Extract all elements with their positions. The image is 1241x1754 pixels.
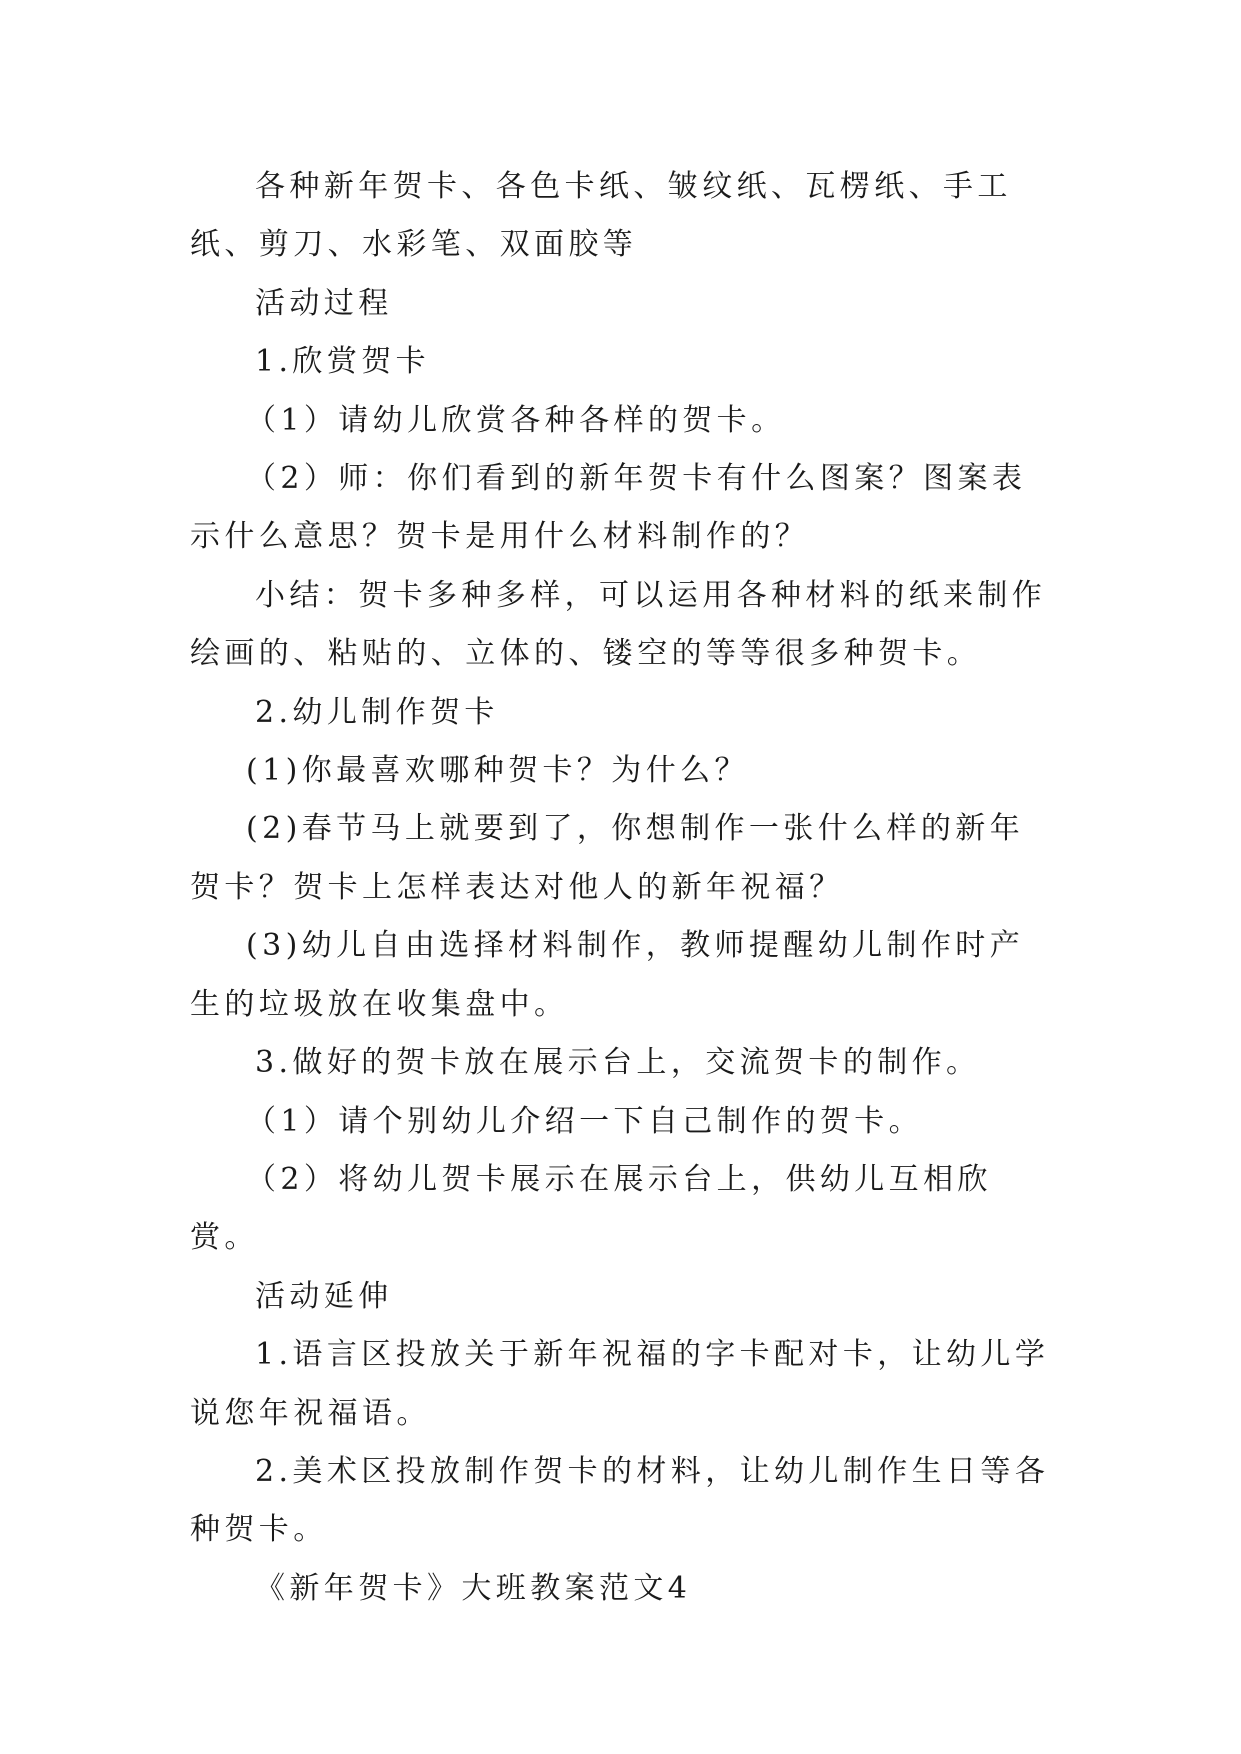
list-item: (1)你最喜欢哪种贺卡？为什么？ [246, 753, 749, 789]
step-heading-display-cards: 3.做好的贺卡放在展示台上，交流贺卡的制作。 [255, 1045, 981, 1081]
list-item: (2)春节马上就要到了，你想制作一张什么样的新年贺卡？贺卡上怎样表达对他人的新年祝福？ [190, 811, 1025, 905]
list-item: （2）师：你们看到的新年贺卡有什么图案？图案表示什么意思？贺卡是用什么材料制作的？ [190, 461, 1027, 555]
section-heading-activity-extension: 活动延伸 [255, 1278, 393, 1314]
list-item: （2）将幼儿贺卡展示在展示台上，供幼儿互相欣赏。 [190, 1161, 992, 1256]
next-lesson-title: 《新年贺卡》大班教案范文4 [255, 1570, 692, 1606]
list-item: （1）请幼儿欣赏各种各样的贺卡。 [246, 402, 786, 438]
section-heading-activity-process: 活动过程 [255, 285, 393, 321]
extension-item: 2.美术区投放制作贺卡的材料，让幼儿制作生日等各种贺卡。 [190, 1453, 1050, 1548]
step-heading-make-cards: 2.幼儿制作贺卡 [255, 694, 499, 730]
summary-paragraph: 小结：贺卡多种多样，可以运用各种材料的纸来制作绘画的、粘贴的、立体的、镂空的等等很多种贺卡。 [190, 577, 1047, 672]
extension-item: 1.语言区投放关于新年祝福的字卡配对卡，让幼儿学说您年祝福语。 [190, 1337, 1050, 1431]
document-body [190, 158, 1056, 1618]
step-heading-appreciate-cards: 1.欣赏贺卡 [255, 344, 431, 380]
list-item: （1）请个别幼儿介绍一下自己制作的贺卡。 [246, 1103, 924, 1139]
list-item: (3)幼儿自由选择材料制作，教师提醒幼儿制作时产生的垃圾放在收集盘中。 [190, 928, 1025, 1022]
materials-paragraph: 各种新年贺卡、各色卡纸、皱纹纸、瓦楞纸、手工纸、剪刀、水彩笔、双面胶等 [190, 169, 1012, 263]
